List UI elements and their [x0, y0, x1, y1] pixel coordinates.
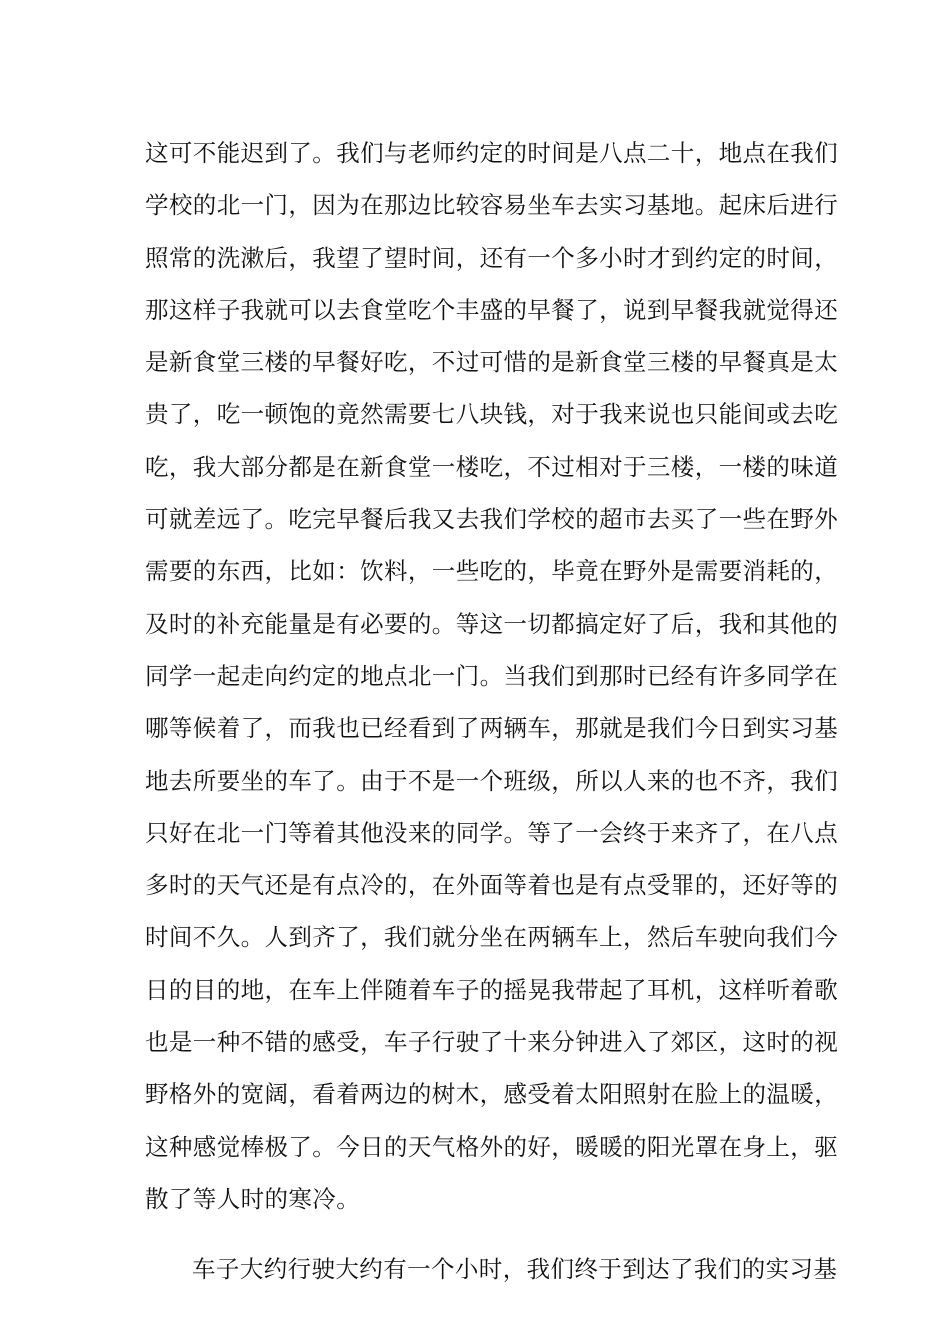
text-line: 是新食堂三楼的早餐好吃，不过可惜的是新食堂三楼的早餐真是太: [145, 348, 839, 377]
text-line: 多时的天气还是有点冷的，在外面等着也是有点受罪的，还好等的: [145, 871, 839, 900]
text-line: 贵了，吃一顿饱的竟然需要七八块钱，对于我来说也只能间或去吃: [145, 400, 839, 429]
paragraph-1: [145, 130, 839, 1228]
text-line: 散了等人时的寒冷。: [145, 1184, 361, 1213]
text-line: 需要的东西，比如：饮料，一些吃的，毕竟在野外是需要消耗的，: [145, 557, 839, 586]
text-line: 时间不久。人到齐了，我们就分坐在两辆车上，然后车驶向我们今: [145, 923, 839, 952]
text-line: 这种感觉棒极了。今日的天气格外的好，暖暖的阳光罩在身上，驱: [145, 1132, 839, 1161]
text-line: 可就差远了。吃完早餐后我又去我们学校的超市去买了一些在野外: [145, 505, 839, 534]
text-line: 也是一种不错的感受，车子行驶了十来分钟进入了郊区，这时的视: [145, 1028, 839, 1057]
text-line: 车子大约行驶大约有一个小时，我们终于到达了我们的实习基: [192, 1255, 838, 1284]
text-line: 地去所要坐的车了。由于不是一个班级，所以人来的也不齐，我们: [145, 766, 839, 795]
text-line: 哪等候着了，而我也已经看到了两辆车，那就是我们今日到实习基: [145, 714, 839, 743]
text-line: 野格外的宽阔，看着两边的树木，感受着太阳照射在脸上的温暖，: [145, 1080, 839, 1109]
text-line: 吃，我大部分都是在新食堂一楼吃，不过相对于三楼，一楼的味道: [145, 452, 839, 481]
text-line: 及时的补充能量是有必要的。等这一切都搞定好了后，我和其他的: [145, 609, 839, 638]
text-line: 只好在北一门等着其他没来的同学。等了一会终于来齐了，在八点: [145, 818, 839, 847]
text-line: 同学一起走向约定的地点北一门。当我们到那时已经有许多同学在: [145, 661, 839, 690]
paragraph-spacing: [145, 1228, 815, 1246]
text-line: 这可不能迟到了。我们与老师约定的时间是八点二十，地点在我们: [145, 139, 839, 167]
text-line: 日的目的地，在车上伴随着车子的摇晃我带起了耳机，这样听着歌: [145, 975, 839, 1004]
text-line: 照常的洗漱后，我望了望时间，还有一个多小时才到约定的时间，: [145, 243, 839, 272]
text-line: 那这样子我就可以去食堂吃个丰盛的早餐了，说到早餐我就觉得还: [145, 295, 839, 324]
text-line: 学校的北一门，因为在那边比较容易坐车去实习基地。起床后进行: [145, 191, 839, 220]
paragraph-2: [145, 1246, 838, 1298]
document-body: [145, 130, 839, 1299]
